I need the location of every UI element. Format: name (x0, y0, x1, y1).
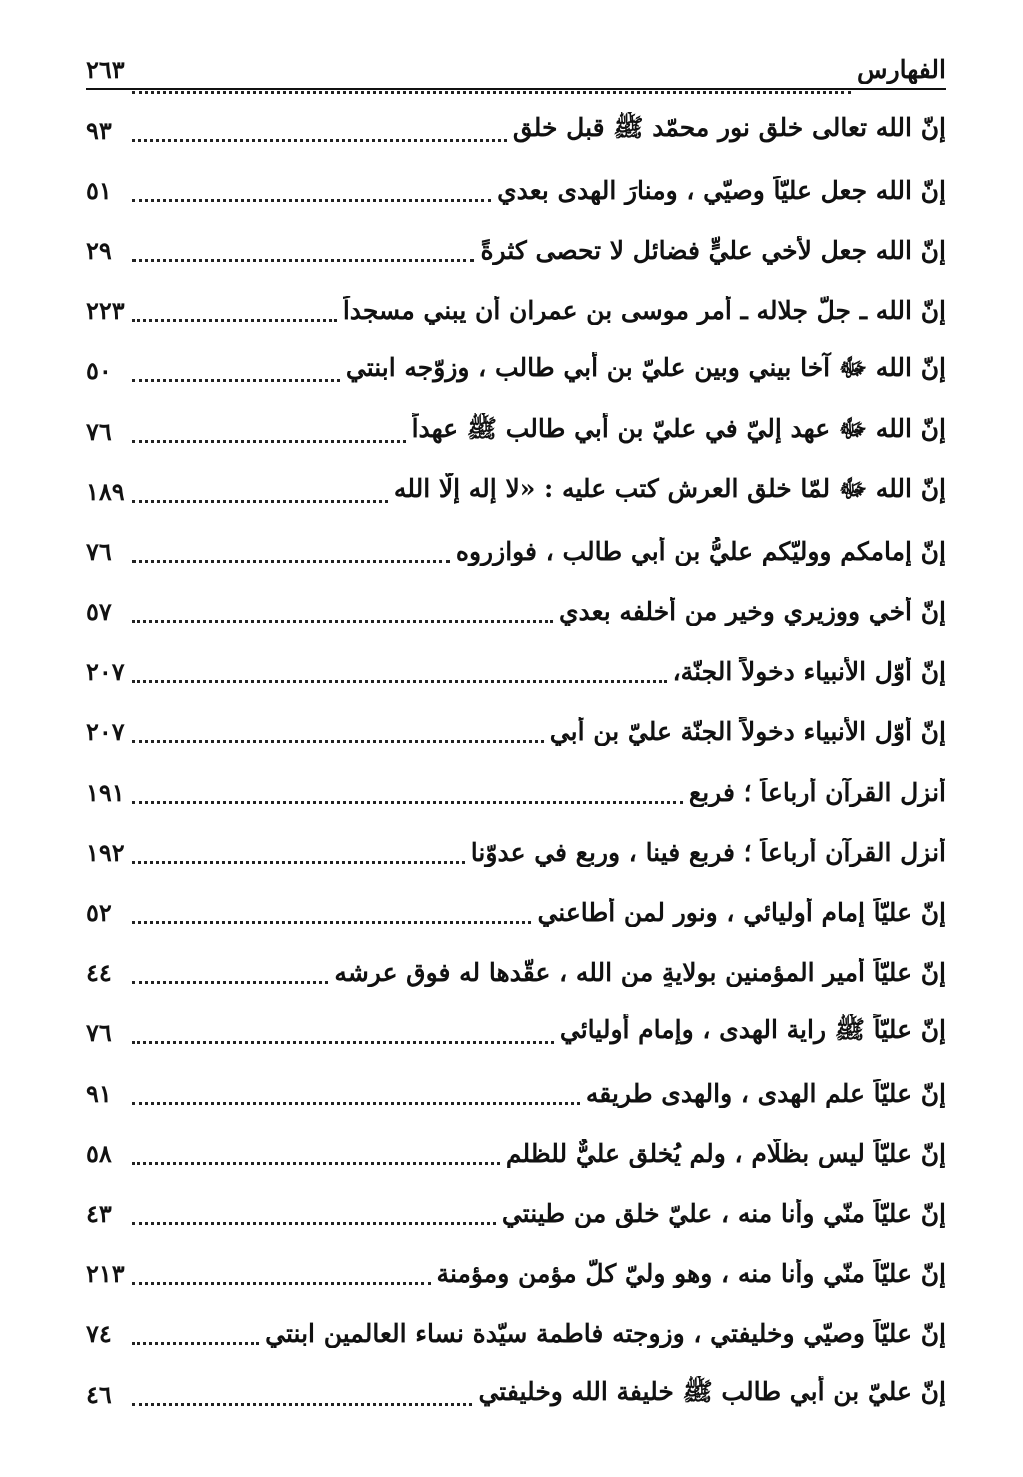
entry-page-number: ٩١ (86, 1078, 112, 1108)
dot-leader (132, 440, 406, 443)
entry-page-number: ٥٨ (86, 1138, 112, 1168)
entry-text: أنزل القرآن أرباعاً ؛ فربع (688, 777, 946, 807)
header-dot-leader (132, 91, 851, 94)
dot-leader (132, 1403, 472, 1406)
index-entry (86, 401, 946, 461)
index-entry (86, 882, 946, 942)
entry-page-number: ٢٢٣ (86, 296, 125, 326)
index-entry (86, 341, 946, 401)
entry-page-number: ٤٦ (86, 1379, 112, 1409)
index-entry (86, 220, 946, 280)
dot-leader (132, 199, 491, 202)
header-page-number: ٢٦٣ (86, 55, 125, 84)
dot-leader (132, 1342, 259, 1345)
entry-text: أُنزل القرآن أرباعاً ؛ فربع فينا ، وربع في عدوّنا (470, 837, 946, 867)
index-entry (86, 160, 946, 220)
index-entry (86, 1304, 946, 1364)
index-entry (86, 762, 946, 822)
dot-leader (132, 801, 683, 804)
entry-text: إنّ الله ﷻ آخا بيني وبين عليّ بن أبي طالب ، وزوّجه ابنتي (345, 353, 946, 383)
dot-leader (132, 1222, 496, 1225)
entry-text: إنّ الله جعل لأخي عليٍّ فضائل لا تحصى كثرةً (480, 235, 946, 265)
entry-page-number: ٧٦ (86, 1018, 112, 1048)
entry-page-number: ٥٢ (86, 898, 112, 928)
index-entry (86, 1123, 946, 1183)
entry-text: إنّ عليّاً وصيّي وخليفتي ، وزوجته فاطمة سيّدة نساء العالمين ابنتي (265, 1319, 946, 1349)
index-entry (86, 702, 946, 762)
entry-page-number: ٧٦ (86, 416, 112, 446)
entry-text: إنّ عليّاً علم الهدى ، والهدى طريقه (585, 1078, 946, 1108)
dot-leader (132, 319, 337, 322)
entry-text: إنّ الله جعل عليّاً وصيّي ، ومنارَ الهدى بعدي (497, 175, 946, 205)
dot-leader (132, 1282, 431, 1285)
entry-page-number: ٢١٣ (86, 1259, 125, 1289)
entry-page-number: ٤٤ (86, 958, 112, 988)
index-entry (86, 642, 946, 702)
dot-leader (132, 1102, 580, 1105)
index-entry (86, 1003, 946, 1063)
dot-leader (132, 740, 544, 743)
index-entry (86, 822, 946, 882)
header-rule (86, 88, 946, 90)
index-entry (86, 521, 946, 581)
index-entry (86, 1063, 946, 1123)
entry-text: إنّ إمامكم ووليّكم عليُّ بن أبي طالب ، فوازروه (455, 536, 946, 566)
dot-leader (132, 680, 667, 683)
entry-page-number: ٧٤ (86, 1319, 112, 1349)
entry-page-number: ٥٠ (86, 356, 112, 386)
index-entry (86, 943, 946, 1003)
entry-text: إنّ عليّ بن أبي طالب ﷺ خليفة الله وخليفتي (478, 1376, 946, 1406)
entry-text: إنّ الله تعالى خلق نور محمّد ﷺ قبل خلق (512, 112, 946, 142)
index-entry (86, 582, 946, 642)
entry-page-number: ٩٣ (86, 115, 112, 145)
dot-leader (132, 379, 340, 382)
entry-text: إنّ عليّاً منّي وأنا منه ، وهو وليّ كلّ مؤمن ومؤمنة (436, 1259, 946, 1289)
dot-leader (132, 1162, 500, 1165)
index-entry-list (86, 100, 946, 1424)
header-title: الفهارس (857, 55, 946, 84)
entry-text: إنّ الله ـ جلّ جلاله ـ أمر موسى بن عمران أن يبني مسجداً (342, 296, 946, 326)
entry-text: إنّ الله ﷻ لمّا خلق العرش كتب عليه : «لا إله إلّا الله (393, 473, 946, 503)
dot-leader (132, 981, 328, 984)
index-entry (86, 1183, 946, 1243)
dot-leader (132, 620, 553, 623)
entry-page-number: ٢٠٧ (86, 657, 125, 687)
entry-page-number: ١٩٢ (86, 837, 125, 867)
entry-text: إنّ أوّل الأنبياء دخولاً الجنّة، (672, 657, 946, 687)
dot-leader (132, 500, 388, 503)
page-header (86, 38, 946, 84)
entry-text: إنّ الله ﷻ عهد إليّ في عليّ بن أبي طالب ﷺ عهداً (411, 413, 946, 443)
entry-text: إنّ أخي ووزيري وخير من أُخلفه بعدي (558, 597, 946, 627)
entry-page-number: ٢٠٧ (86, 717, 125, 747)
entry-page-number: ١٩١ (86, 777, 125, 807)
dot-leader (132, 861, 465, 864)
dot-leader (132, 139, 507, 142)
entry-text: إنّ عليّاً ليس بظلّام ، ولم يُخلق عليٌّ للظلم (505, 1138, 946, 1168)
index-entry (86, 100, 946, 160)
entry-page-number: ٤٣ (86, 1198, 112, 1228)
entry-page-number: ٥٧ (86, 597, 112, 627)
entry-text: إنّ عليّاً ﷺ راية الهدى ، وإمام أوليائي (559, 1015, 946, 1045)
entry-page-number: ٥١ (86, 175, 112, 205)
entry-text: إنّ عليّاً منّي وأنا منه ، عليّ خلق من طينتي (501, 1198, 946, 1228)
entry-page-number: ٢٩ (86, 235, 112, 265)
dot-leader (132, 1041, 554, 1044)
dot-leader (132, 259, 474, 262)
index-entry (86, 281, 946, 341)
entry-text: إنّ عليّاً إمام أوليائي ، ونور لمن أطاعني (537, 898, 946, 928)
index-entry (86, 1244, 946, 1304)
entry-text: إنّ أوّل الأنبياء دخولاً الجنّة عليّ بن أبي (549, 717, 946, 747)
entry-text: إنّ عليّاً أمير المؤمنين بولايةٍ من الله ، عقّدها له فوق عرشه (334, 958, 946, 988)
dot-leader (132, 921, 531, 924)
index-entry (86, 461, 946, 521)
entry-page-number: ٧٦ (86, 536, 112, 566)
dot-leader (132, 560, 450, 563)
index-entry (86, 1364, 946, 1424)
entry-page-number: ١٨٩ (86, 476, 125, 506)
